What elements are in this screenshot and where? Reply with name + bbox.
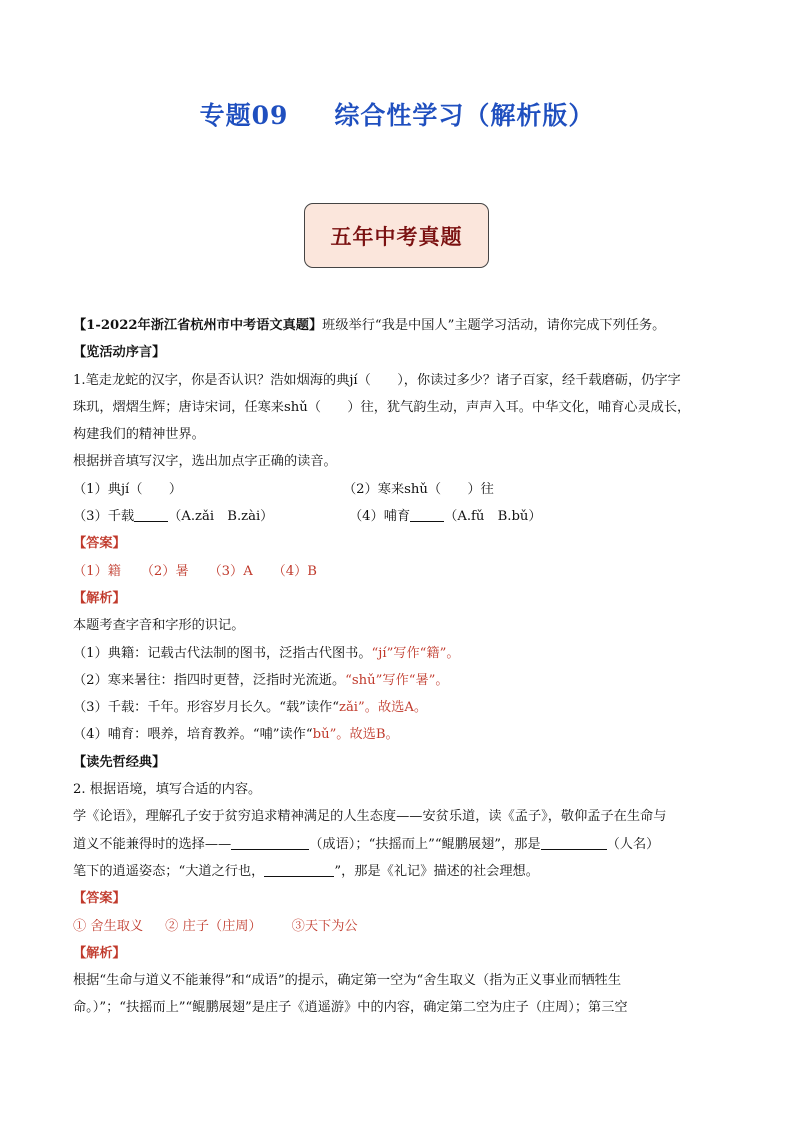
q1-analysis: （3）千载：千年。形容岁月长久。“载”读作“zǎi”。故选A。 [73,700,428,716]
section-banner: 五年中考真题 [304,203,489,268]
q1-option-3: （3）千载 （A.zǎi B.zài） [73,509,274,525]
q2-text: 2. 根据语境，填写合适的内容。 [73,782,262,798]
q1-text: 构建我们的精神世界。 [73,427,205,443]
q2-analysis: 根据“生命与道义不能兼得”和“成语”的提示，确定第一空为“舍生取义（指为正义事业而牺牲生 [73,973,622,989]
section-heading: 【读先哲经典】 [73,754,166,770]
q1-option-1: （1）典jí（ ） [73,481,183,497]
q1-option-2: （2）寒来shǔ（ ）往 [343,481,494,497]
answer-blank [264,862,334,877]
answer-blank [541,835,607,850]
q2-text: 道义不能兼得时的选择—— （成语）；“扶摇而上”“鲲鹏展翅”，那是 （人名） [73,836,660,852]
answer-label: 【答案】 [73,891,126,907]
q2-text: 学《论语》，理解孔子安于贫穷追求精神满足的人生态度——安贫乐道，读《孟子》，敬仰孟子在生命与 [73,809,667,825]
q1-option-4: （4）哺育 （A.fǔ B.bǔ） [349,509,542,525]
q2-text: 笔下的逍遥姿态；“大道之行也， ”，那是《礼记》描述的社会理想。 [73,863,539,879]
answer-blank [134,507,168,522]
question-source: 【1-2022年浙江省杭州市中考语文真题】 [73,318,323,333]
q1-analysis: （1）典籍：记载古代法制的图书，泛指古代图书。“jí”写作“籍”。 [73,645,460,661]
q1-analysis: （2）寒来暑往：指四时更替，泛指时光流逝。“shǔ”写作“暑”。 [73,672,449,688]
q1-options-row [73,476,723,503]
answer-blank [231,835,309,850]
q1-answer: （1）籍 （2）暑 （3）A （4）B [73,563,317,579]
q2-analysis: 命。）”；“扶摇而上”“鲲鹏展翅”是庄子《逍遥游》中的内容，确定第二空为庄子（庄周）；第三空 [73,1000,628,1016]
question-intro: 【1-2022年浙江省杭州市中考语文真题】班级举行“我是中国人”主题学习活动，请你完成下列任务。 [73,318,666,333]
analysis-label: 【解析】 [73,590,126,606]
page-title: 专题09 综合性学习（解析版） [199,101,595,130]
q1-text: 珠玑，熠熠生辉；唐诗宋词，任寒来shǔ（ ）往，犹气韵生动，声声入耳。中华文化，哺育心灵成长， [73,399,691,415]
q1-instruction: 根据拼音填写汉字，选出加点字正确的读音。 [73,454,337,470]
document-body [73,312,723,1022]
section-heading: 【览活动序言】 [73,345,166,361]
q1-analysis: 本题考查字音和字形的识记。 [73,618,245,634]
q1-options-row [73,503,723,530]
answer-label: 【答案】 [73,536,126,552]
q2-answer: ① 舍生取义 ② 庄子（庄周） ③天下为公 [73,918,358,934]
q1-analysis: （4）哺育：喂养，培育教养。“哺”读作“bǔ”。故选B。 [73,727,399,743]
analysis-label: 【解析】 [73,945,126,961]
answer-blank [410,507,444,522]
q1-text: 1.笔走龙蛇的汉字，你是否认识？浩如烟海的典jí（ ），你读过多少？诸子百家，经千载磨砺，仍字字 [73,372,681,388]
